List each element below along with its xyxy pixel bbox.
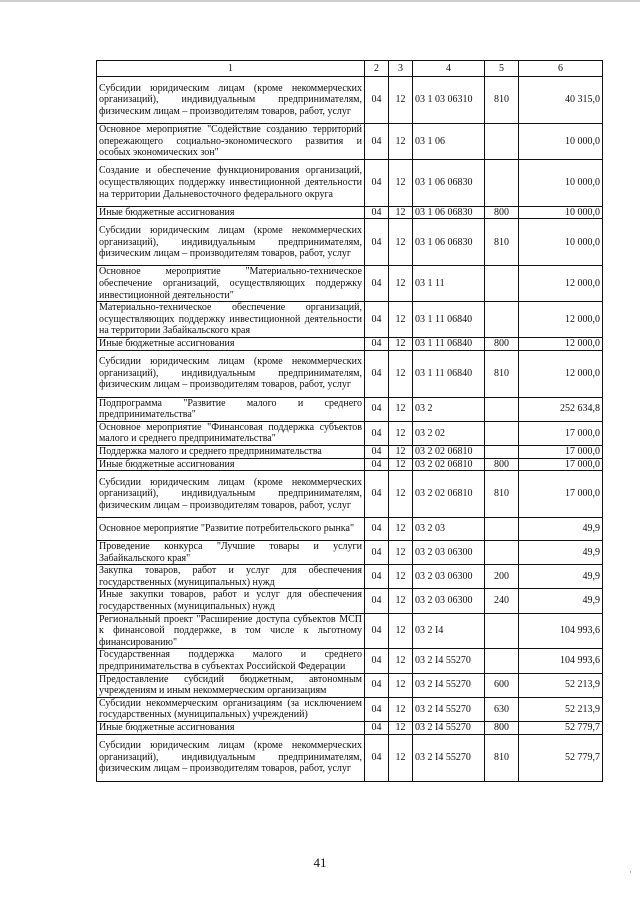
row-name: Субсидии некоммерческим организациям (за исключением государственных (муниципальных) учреждений)	[97, 697, 365, 721]
row-expense-type: 800	[485, 722, 519, 735]
table-row	[97, 159, 603, 206]
row-section: 04	[365, 541, 389, 565]
row-amount: 52 213,9	[519, 697, 603, 721]
row-section: 04	[365, 734, 389, 781]
row-subsection: 12	[389, 159, 413, 206]
budget-table	[96, 60, 603, 782]
row-target-article: 03 1 06 06830	[413, 159, 485, 206]
row-expense-type	[485, 266, 519, 302]
row-section: 04	[365, 471, 389, 518]
row-expense-type	[485, 541, 519, 565]
row-subsection: 12	[389, 673, 413, 697]
header-col-1: 1	[97, 61, 365, 77]
row-subsection: 12	[389, 266, 413, 302]
table-row	[97, 219, 603, 266]
row-name: Основное мероприятие "Материально-техническое обеспечение организаций, осуществляющих поддержку инвестиционной деятельности"	[97, 266, 365, 302]
table-row	[97, 397, 603, 421]
row-section: 04	[365, 206, 389, 219]
table-row	[97, 302, 603, 338]
header-col-5: 5	[485, 61, 519, 77]
row-name: Субсидии юридическим лицам (кроме некоммерческих организаций), индивидуальным предпринимателям, физическим лицам – производителям товаров, работ, услуг	[97, 471, 365, 518]
table-row	[97, 565, 603, 589]
row-expense-type: 800	[485, 206, 519, 219]
row-amount: 12 000,0	[519, 302, 603, 338]
row-name: Государственная поддержка малого и среднего предпринимательства в субъектах Российской Федерации	[97, 649, 365, 673]
row-name: Иные закупки товаров, работ и услуг для обеспечения государственных (муниципальных) нужд	[97, 589, 365, 613]
row-target-article: 03 1 06 06830	[413, 219, 485, 266]
row-name: Субсидии юридическим лицам (кроме некоммерческих организаций), индивидуальным предпринимателям, физическим лицам – производителям товаров, работ, услуг	[97, 219, 365, 266]
row-section: 04	[365, 124, 389, 160]
header-col-3: 3	[389, 61, 413, 77]
row-amount: 17 000,0	[519, 421, 603, 445]
table-row	[97, 77, 603, 124]
row-target-article: 03 2 I4 55270	[413, 734, 485, 781]
table-row	[97, 458, 603, 471]
row-section: 04	[365, 159, 389, 206]
header-col-2: 2	[365, 61, 389, 77]
row-target-article: 03 2 03 06300	[413, 589, 485, 613]
row-subsection: 12	[389, 337, 413, 350]
row-expense-type: 200	[485, 565, 519, 589]
scan-edge-line	[0, 0, 640, 2]
row-target-article: 03 2 03 06300	[413, 541, 485, 565]
row-expense-type	[485, 613, 519, 649]
row-expense-type	[485, 159, 519, 206]
row-target-article: 03 1 11 06840	[413, 337, 485, 350]
row-subsection: 12	[389, 722, 413, 735]
row-name: Субсидии юридическим лицам (кроме некоммерческих организаций), индивидуальным предпринимателям, физическим лицам – производителям товаров, работ, услуг	[97, 350, 365, 397]
row-name: Закупка товаров, работ и услуг для обеспечения государственных (муниципальных) нужд	[97, 565, 365, 589]
row-amount: 10 000,0	[519, 159, 603, 206]
row-name: Субсидии юридическим лицам (кроме некоммерческих организаций), индивидуальным предпринимателям, физическим лицам – производителям товаров, работ, услуг	[97, 734, 365, 781]
row-subsection: 12	[389, 302, 413, 338]
row-name: Основное мероприятие "Содействие созданию территорий опережающего социально-экономического развития и особых экономических зон"	[97, 124, 365, 160]
table-row	[97, 673, 603, 697]
row-amount: 104 993,6	[519, 613, 603, 649]
table-row	[97, 471, 603, 518]
row-target-article: 03 2 02 06810	[413, 458, 485, 471]
row-name: Субсидии юридическим лицам (кроме некоммерческих организаций), индивидуальным предпринимателям, физическим лицам – производителям товаров, работ, услуг	[97, 77, 365, 124]
row-amount: 49,9	[519, 541, 603, 565]
row-amount: 52 779,7	[519, 734, 603, 781]
row-expense-type: 630	[485, 697, 519, 721]
row-expense-type: 800	[485, 337, 519, 350]
row-amount: 49,9	[519, 565, 603, 589]
table-row	[97, 722, 603, 735]
row-name: Создание и обеспечение функционирования организаций, осуществляющих поддержку инвестиционной деятельности на территории Дальневосточного федерального округа	[97, 159, 365, 206]
page-number: 41	[313, 855, 327, 870]
row-amount: 10 000,0	[519, 206, 603, 219]
row-amount: 17 000,0	[519, 458, 603, 471]
row-target-article: 03 1 03 06310	[413, 77, 485, 124]
row-subsection: 12	[389, 471, 413, 518]
row-subsection: 12	[389, 565, 413, 589]
row-target-article: 03 2 I4 55270	[413, 697, 485, 721]
row-subsection: 12	[389, 219, 413, 266]
table-row	[97, 697, 603, 721]
row-amount: 17 000,0	[519, 471, 603, 518]
row-target-article: 03 2 03 06300	[413, 565, 485, 589]
row-target-article: 03 1 06 06830	[413, 206, 485, 219]
row-amount: 252 634,8	[519, 397, 603, 421]
row-target-article: 03 1 11 06840	[413, 302, 485, 338]
row-section: 04	[365, 219, 389, 266]
row-expense-type	[485, 124, 519, 160]
row-expense-type: 810	[485, 471, 519, 518]
row-target-article: 03 2 I4 55270	[413, 722, 485, 735]
row-subsection: 12	[389, 734, 413, 781]
table-header-row	[97, 61, 603, 77]
row-amount: 17 000,0	[519, 445, 603, 458]
row-target-article: 03 2	[413, 397, 485, 421]
row-section: 04	[365, 722, 389, 735]
header-col-4: 4	[413, 61, 485, 77]
row-section: 04	[365, 266, 389, 302]
row-amount: 104 993,6	[519, 649, 603, 673]
row-name: Основное мероприятие "Развитие потребительского рынка"	[97, 518, 365, 541]
row-name: Иные бюджетные ассигнования	[97, 458, 365, 471]
row-amount: 49,9	[519, 518, 603, 541]
row-expense-type	[485, 518, 519, 541]
row-target-article: 03 2 02	[413, 421, 485, 445]
row-name: Основное мероприятие "Финансовая поддержка субъектов малого и среднего предпринимательства"	[97, 421, 365, 445]
row-expense-type: 810	[485, 219, 519, 266]
row-section: 04	[365, 77, 389, 124]
row-name: Иные бюджетные ассигнования	[97, 722, 365, 735]
row-subsection: 12	[389, 77, 413, 124]
row-amount: 12 000,0	[519, 350, 603, 397]
table-body	[97, 77, 603, 782]
row-target-article: 03 2 I4 55270	[413, 673, 485, 697]
table-row	[97, 445, 603, 458]
row-expense-type	[485, 302, 519, 338]
row-section: 04	[365, 613, 389, 649]
row-section: 04	[365, 302, 389, 338]
row-subsection: 12	[389, 458, 413, 471]
row-name: Материально-техническое обеспечение организаций, осуществляющих поддержку инвестиционной деятельности на территории Забайкальского края	[97, 302, 365, 338]
row-subsection: 12	[389, 589, 413, 613]
row-target-article: 03 1 11 06840	[413, 350, 485, 397]
row-subsection: 12	[389, 518, 413, 541]
row-expense-type: 810	[485, 734, 519, 781]
row-section: 04	[365, 565, 389, 589]
row-section: 04	[365, 458, 389, 471]
row-section: 04	[365, 445, 389, 458]
row-amount: 12 000,0	[519, 337, 603, 350]
row-target-article: 03 1 11	[413, 266, 485, 302]
row-target-article: 03 2 02 06810	[413, 471, 485, 518]
row-name: Подпрограмма "Развитие малого и среднего предпринимательства"	[97, 397, 365, 421]
row-amount: 40 315,0	[519, 77, 603, 124]
header-col-6: 6	[519, 61, 603, 77]
row-target-article: 03 2 I4 55270	[413, 649, 485, 673]
row-name: Предоставление субсидий бюджетным, автономным учреждениям и иным некоммерческим организациям	[97, 673, 365, 697]
row-target-article: 03 2 03	[413, 518, 485, 541]
table-row	[97, 613, 603, 649]
row-section: 04	[365, 421, 389, 445]
scan-mark: ·	[629, 867, 632, 877]
table-row	[97, 350, 603, 397]
row-name: Проведение конкурса "Лучшие товары и услуги Забайкальского края"	[97, 541, 365, 565]
row-section: 04	[365, 397, 389, 421]
row-expense-type	[485, 421, 519, 445]
table-row	[97, 589, 603, 613]
row-name: Поддержка малого и среднего предпринимательства	[97, 445, 365, 458]
row-section: 04	[365, 673, 389, 697]
row-amount: 10 000,0	[519, 124, 603, 160]
row-expense-type: 600	[485, 673, 519, 697]
row-target-article: 03 2 02 06810	[413, 445, 485, 458]
row-target-article: 03 2 I4	[413, 613, 485, 649]
row-subsection: 12	[389, 613, 413, 649]
row-expense-type: 800	[485, 458, 519, 471]
row-subsection: 12	[389, 350, 413, 397]
row-expense-type	[485, 397, 519, 421]
row-expense-type	[485, 649, 519, 673]
row-subsection: 12	[389, 397, 413, 421]
row-subsection: 12	[389, 445, 413, 458]
table-row	[97, 649, 603, 673]
row-name: Иные бюджетные ассигнования	[97, 206, 365, 219]
table-row	[97, 734, 603, 781]
row-subsection: 12	[389, 697, 413, 721]
row-subsection: 12	[389, 541, 413, 565]
row-section: 04	[365, 337, 389, 350]
row-name: Региональный проект "Расширение доступа субъектов МСП к финансовой поддержке, в том числе к льготному финансированию"	[97, 613, 365, 649]
row-expense-type: 810	[485, 77, 519, 124]
row-subsection: 12	[389, 649, 413, 673]
row-expense-type	[485, 445, 519, 458]
row-amount: 52 213,9	[519, 673, 603, 697]
table-row	[97, 337, 603, 350]
row-amount: 49,9	[519, 589, 603, 613]
row-amount: 10 000,0	[519, 219, 603, 266]
row-amount: 12 000,0	[519, 266, 603, 302]
row-expense-type: 240	[485, 589, 519, 613]
row-subsection: 12	[389, 124, 413, 160]
row-expense-type: 810	[485, 350, 519, 397]
row-amount: 52 779,7	[519, 722, 603, 735]
table-row	[97, 518, 603, 541]
row-section: 04	[365, 697, 389, 721]
row-section: 04	[365, 518, 389, 541]
row-subsection: 12	[389, 421, 413, 445]
row-name: Иные бюджетные ассигнования	[97, 337, 365, 350]
table-row	[97, 266, 603, 302]
table-row	[97, 124, 603, 160]
row-target-article: 03 1 06	[413, 124, 485, 160]
row-section: 04	[365, 350, 389, 397]
row-section: 04	[365, 589, 389, 613]
row-section: 04	[365, 649, 389, 673]
row-subsection: 12	[389, 206, 413, 219]
table-row	[97, 206, 603, 219]
table-row	[97, 541, 603, 565]
table-row	[97, 421, 603, 445]
